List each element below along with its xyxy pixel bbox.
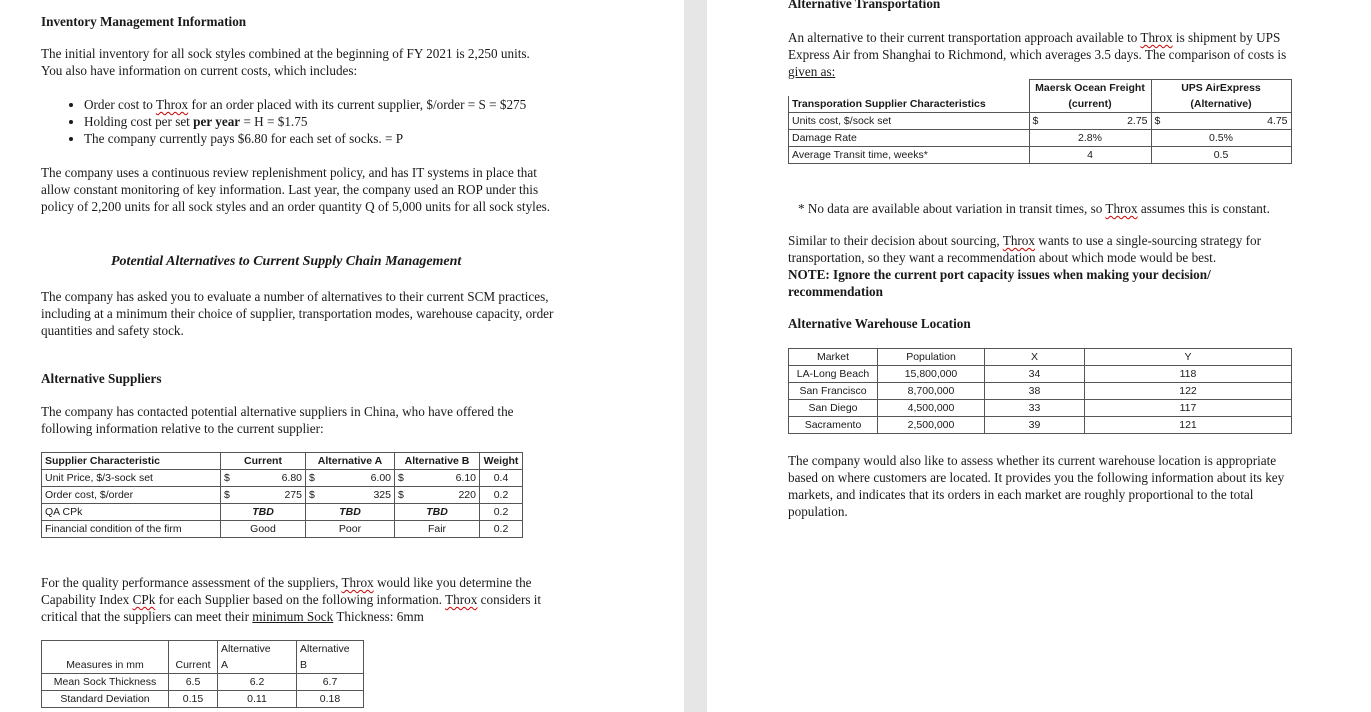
text-line: The initial inventory for all sock styles combined at the beginning of FY 2021 is 2,250 units. — [41, 46, 530, 61]
column-header: Measures in mm — [42, 657, 169, 674]
table-cell: 0.4 — [480, 470, 523, 487]
document-page-left — [0, 0, 684, 712]
table-cell: $ — [395, 470, 422, 487]
company-name: Throx — [155, 97, 189, 112]
text-line: given as: — [788, 64, 836, 79]
table-cell: San Francisco — [789, 383, 878, 400]
paragraph-single-sourcing — [788, 232, 1261, 300]
table-cell: TBD — [306, 504, 395, 521]
table-cell: 0.18 — [297, 691, 364, 708]
table-cell: 117 — [1085, 400, 1292, 417]
table-row — [42, 691, 364, 708]
table-cell: 0.5 — [1151, 147, 1291, 164]
table-header-row — [789, 80, 1292, 97]
bullet-order-cost — [84, 96, 526, 113]
column-header: X — [985, 349, 1085, 366]
table-cell: 34 — [985, 366, 1085, 383]
table-cell: 220 — [421, 487, 479, 504]
table-cell: 6.7 — [297, 674, 364, 691]
table-cell: 6.80 — [247, 470, 305, 487]
table-cell: 4,500,000 — [878, 400, 985, 417]
document-page-right — [707, 0, 1371, 712]
table-cell: 6.2 — [218, 674, 297, 691]
table-cell: 38 — [985, 383, 1085, 400]
transport-table — [788, 79, 1292, 164]
text: for an order placed with its current supplier, $/order = S = $275 — [188, 97, 527, 112]
table-cell: 0.11 — [218, 691, 297, 708]
table-cell: 275 — [247, 487, 305, 504]
table-cell: Unit Price, $/3-sock set — [42, 470, 221, 487]
table-cell: 8,700,000 — [878, 383, 985, 400]
table-cell: 0.15 — [169, 691, 218, 708]
column-header: Alternative A — [306, 453, 395, 470]
text: Order cost to — [84, 97, 156, 112]
table-cell: QA CPk — [42, 504, 221, 521]
table-cell: $ — [306, 470, 334, 487]
table-cell-empty — [42, 641, 169, 658]
table-cell: Good — [221, 521, 306, 538]
text: Similar to their decision about sourcing, — [788, 233, 1003, 248]
paragraph-suppliers-intro — [41, 403, 514, 437]
text-line: following information relative to the current supplier: — [41, 421, 324, 436]
section-title-inventory: Inventory Management Information — [41, 14, 247, 29]
table-cell: Order cost, $/order — [42, 487, 221, 504]
text: An alternative to their current transportation approach available to — [788, 30, 1141, 45]
column-header: Population — [878, 349, 985, 366]
table-row — [789, 147, 1292, 164]
table-header-row — [789, 96, 1292, 113]
table-row — [789, 400, 1292, 417]
text-line: transportation, so they want a recommendation about which mode would be best. — [788, 250, 1217, 265]
table-cell: 33 — [985, 400, 1085, 417]
column-header: Alternative — [297, 641, 364, 658]
text-line: NOTE: Ignore the current port capacity issues when making your decision/ — [788, 267, 1211, 282]
bullet-unit-price — [84, 130, 526, 147]
table-cell: 4 — [1029, 147, 1151, 164]
text: Capability Index — [41, 592, 133, 607]
text-line: Express Air from Shanghai to Richmond, which averages 3.5 days. The comparison of costs is — [788, 47, 1287, 62]
measures-table — [41, 640, 364, 708]
text: considers it — [477, 592, 542, 607]
column-header: Market — [789, 349, 878, 366]
column-header: (Alternative) — [1151, 96, 1291, 113]
table-cell: Poor — [306, 521, 395, 538]
table-header-row — [42, 641, 364, 658]
column-header: Weight — [480, 453, 523, 470]
paragraph-warehouse-assessment — [788, 452, 1284, 520]
table-row — [42, 470, 523, 487]
column-header: A — [218, 657, 297, 674]
table-cell: 2,500,000 — [878, 417, 985, 434]
warehouse-table — [788, 348, 1292, 434]
table-row — [789, 417, 1292, 434]
column-header: UPS AirExpress — [1151, 80, 1291, 97]
table-cell: $ — [221, 470, 248, 487]
table-cell: Mean Sock Thickness — [42, 674, 169, 691]
table-cell: $ — [395, 487, 422, 504]
table-cell: 15,800,000 — [878, 366, 985, 383]
supplier-table — [41, 452, 523, 538]
table-row — [42, 487, 523, 504]
paragraph-initial-inventory — [41, 45, 530, 79]
table-row — [789, 113, 1292, 130]
company-name: Throx — [445, 592, 478, 607]
table-cell: Sacramento — [789, 417, 878, 434]
table-cell-empty — [169, 641, 218, 658]
text: critical that the suppliers can meet their — [41, 609, 253, 624]
table-cell-empty — [789, 80, 1030, 97]
table-cell: 4.75 — [1168, 113, 1292, 130]
bullet-holding-cost — [84, 113, 526, 130]
table-row — [42, 521, 523, 538]
heading-potential-alternatives: Potential Alternatives to Current Supply Chain Management — [111, 254, 462, 269]
text: The company currently pays $6.80 for each set of socks. = P — [84, 131, 404, 146]
column-header: Y — [1085, 349, 1292, 366]
table-cell: TBD — [395, 504, 480, 521]
table-row — [789, 130, 1292, 147]
table-header-row — [789, 349, 1292, 366]
table-cell: 118 — [1085, 366, 1292, 383]
table-row — [789, 383, 1292, 400]
text-line — [41, 574, 541, 591]
text: for each Supplier based on the following information. — [155, 592, 446, 607]
text-line — [788, 29, 1286, 46]
text-line: The company has asked you to evaluate a number of alternatives to their current SCM practices, — [41, 289, 549, 304]
table-cell: Fair — [395, 521, 480, 538]
table-cell: 39 — [985, 417, 1085, 434]
text-line: The company would also like to assess whether its current warehouse location is appropriate — [788, 453, 1277, 468]
table-cell: $ — [221, 487, 248, 504]
text-line: based on where customers are located. It provides you the following information about its key — [788, 470, 1285, 485]
text-line — [788, 232, 1261, 249]
heading-warehouse-location: Alternative Warehouse Location — [788, 316, 971, 331]
column-header: Maersk Ocean Freight — [1029, 80, 1151, 97]
column-header: B — [297, 657, 364, 674]
table-cell: Units cost, $/sock set — [789, 113, 1030, 130]
column-header: Transporation Supplier Characteristics — [789, 96, 1030, 113]
column-header: Supplier Characteristic — [42, 453, 221, 470]
text-bold: per year — [193, 114, 241, 129]
text-line: markets, and indicates that its orders in each market are roughly proportional to the total — [788, 487, 1254, 502]
table-cell: 121 — [1085, 417, 1292, 434]
text-line: quantities and safety stock. — [41, 323, 184, 338]
company-name: Throx — [1002, 233, 1035, 248]
table-cell: 2.8% — [1029, 130, 1151, 147]
table-cell: Standard Deviation — [42, 691, 169, 708]
table-cell: TBD — [221, 504, 306, 521]
table-cell: $ — [306, 487, 334, 504]
table-cell: 0.2 — [480, 521, 523, 538]
table-cell: San Diego — [789, 400, 878, 417]
table-header-row — [42, 657, 364, 674]
cost-bullet-list — [41, 96, 526, 147]
column-header: Current — [169, 657, 218, 674]
text-line: population. — [788, 504, 848, 519]
text: would like you determine the — [373, 575, 532, 590]
text: For the quality performance assessment of the suppliers, — [41, 575, 342, 590]
table-cell: 6.5 — [169, 674, 218, 691]
column-header: Alternative B — [395, 453, 480, 470]
text-line — [41, 608, 541, 625]
text-underlined: minimum Sock — [252, 609, 334, 624]
table-cell: $ — [1029, 113, 1046, 130]
table-cell: 6.00 — [333, 470, 394, 487]
table-cell: 6.10 — [421, 470, 479, 487]
table-row — [789, 366, 1292, 383]
text: Holding cost per set — [84, 114, 194, 129]
table-cell: Average Transit time, weeks* — [789, 147, 1030, 164]
column-header: (current) — [1029, 96, 1151, 113]
text: is shipment by UPS — [1172, 30, 1281, 45]
company-name: Throx — [341, 575, 374, 590]
text-line: recommendation — [788, 284, 883, 299]
text-line: The company has contacted potential alternative suppliers in China, who have offered the — [41, 404, 514, 419]
table-cell: Damage Rate — [789, 130, 1030, 147]
table-header-row — [42, 453, 523, 470]
text-line: The company uses a continuous review replenishment policy, and has IT systems in place that — [41, 165, 537, 180]
text-line: including at a minimum their choice of supplier, transportation modes, warehouse capacity, order — [41, 306, 554, 321]
footnote-transit-time — [798, 200, 1270, 217]
text-line — [41, 591, 541, 608]
text-line: You also have information on current costs, which includes: — [41, 63, 358, 78]
text-line: policy of 2,200 units for all sock styles and an order quantity Q of 5,000 units for all sock styles. — [41, 199, 551, 214]
table-row — [42, 674, 364, 691]
table-cell: Financial condition of the firm — [42, 521, 221, 538]
paragraph-transport-alternative — [788, 29, 1286, 80]
company-name: Throx — [1140, 30, 1173, 45]
text-line: allow constant monitoring of key information. Last year, the company used an ROP under this — [41, 182, 539, 197]
paragraph-evaluate-alternatives — [41, 288, 553, 339]
text: assumes this is constant. — [1137, 201, 1270, 216]
text: * No data are available about variation in transit times, so — [798, 201, 1106, 216]
column-header: Alternative — [218, 641, 297, 658]
table-cell: 0.2 — [480, 487, 523, 504]
table-cell: $ — [1151, 113, 1168, 130]
text: wants to use a single-sourcing strategy for — [1035, 233, 1261, 248]
table-cell: 325 — [333, 487, 394, 504]
text: = H = $1.75 — [240, 114, 308, 129]
paragraph-quality-assessment — [41, 574, 541, 625]
table-cell: 122 — [1085, 383, 1292, 400]
paragraph-replenishment-policy — [41, 164, 550, 215]
text: Thickness: 6mm — [333, 609, 424, 624]
table-cell: 0.2 — [480, 504, 523, 521]
heading-alternative-suppliers: Alternative Suppliers — [41, 371, 162, 386]
column-header: Current — [221, 453, 306, 470]
table-cell: 2.75 — [1046, 113, 1152, 130]
table-row — [42, 504, 523, 521]
text: CPk — [132, 592, 156, 607]
company-name: Throx — [1105, 201, 1138, 216]
section-title-transportation: Alternative Transportation — [788, 0, 941, 11]
table-cell: LA-Long Beach — [789, 366, 878, 383]
table-cell: 0.5% — [1151, 130, 1291, 147]
